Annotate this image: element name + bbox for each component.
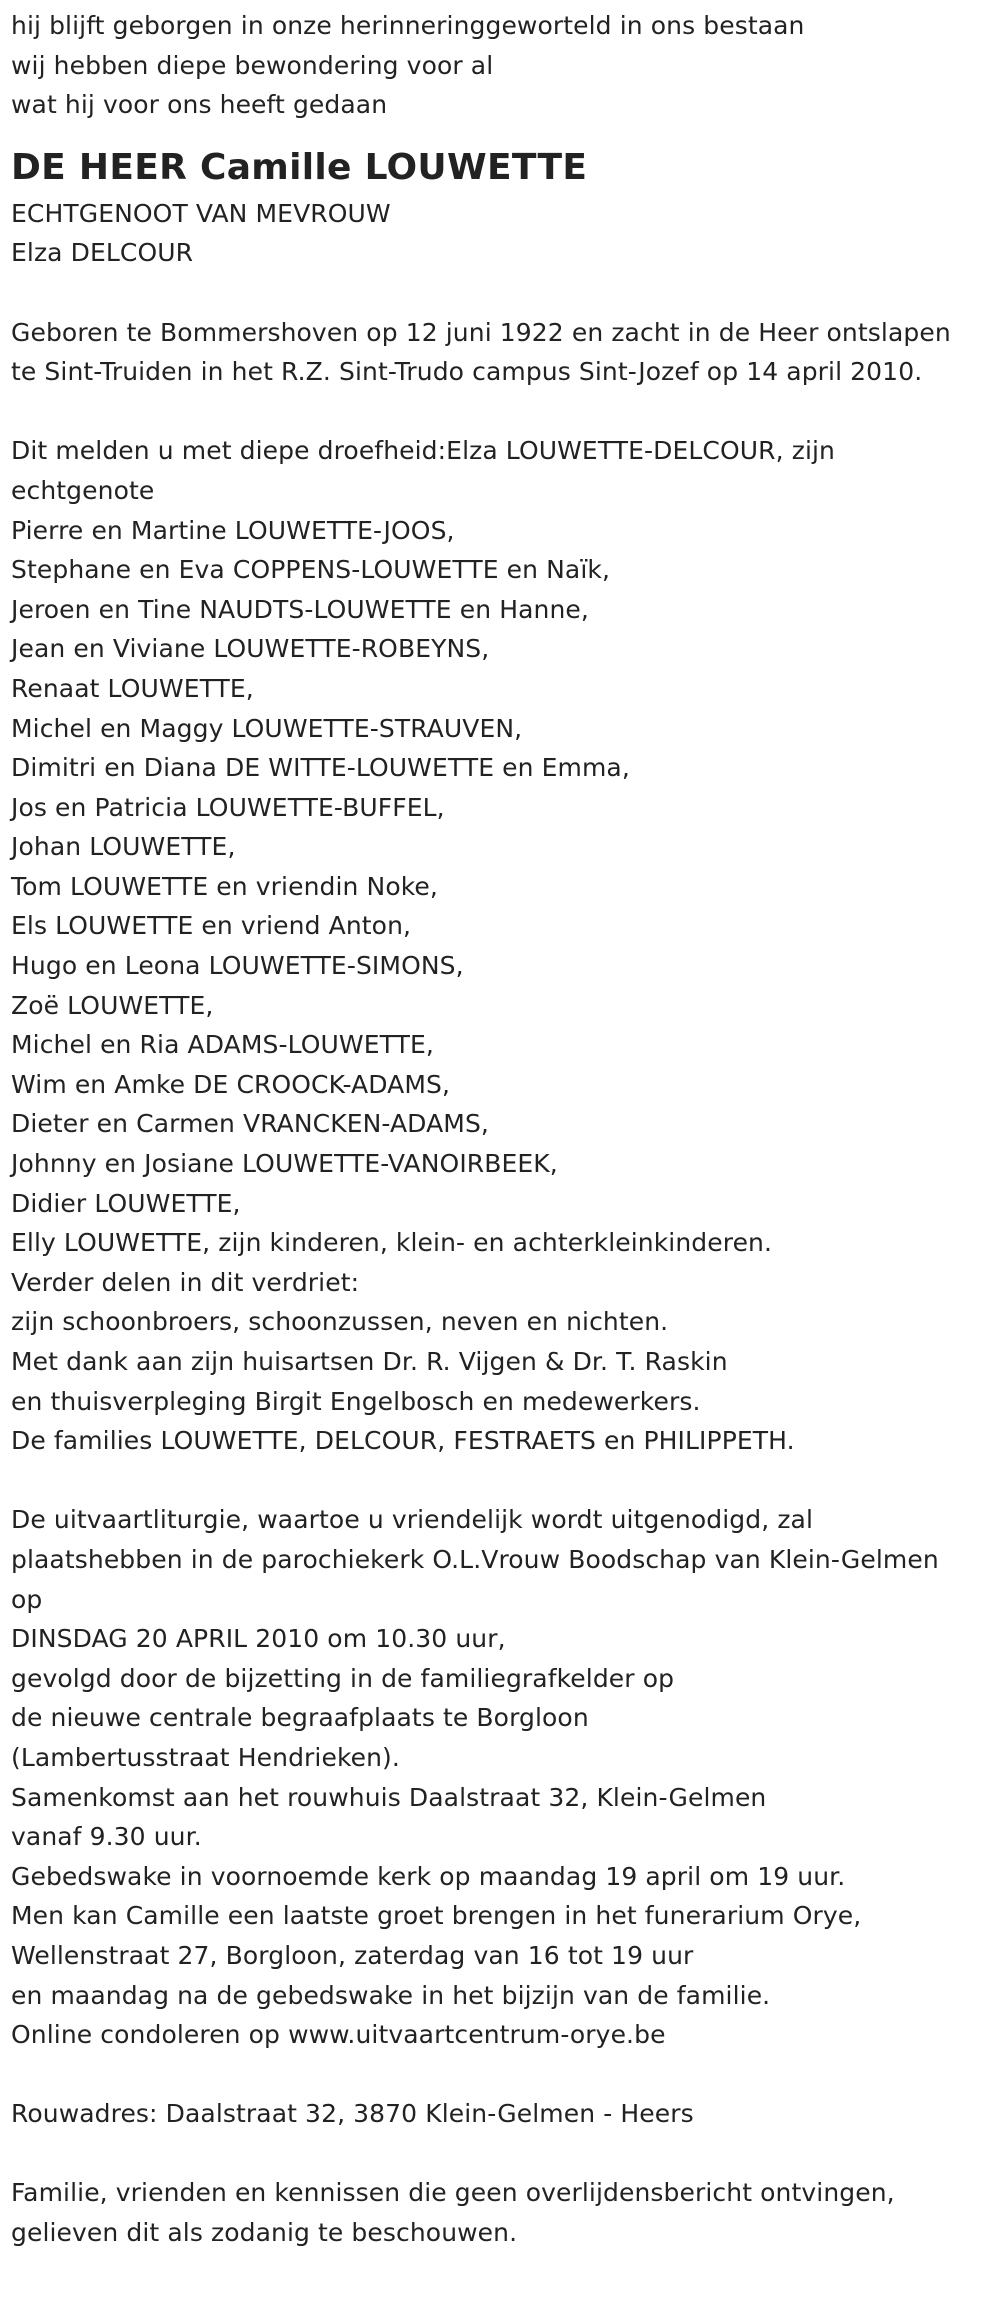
- spacer: [11, 2134, 991, 2174]
- mourner-line: Stephane en Eva COPPENS-LOUWETTE en Naïk,: [11, 555, 610, 585]
- poem-line: hij blijft geborgen in onze herinneringgeworteld in ons bestaan: [11, 11, 805, 40]
- birth-death-line: Geboren te Bommershoven op 12 juni 1922 en zacht in de Heer ontslapen: [11, 317, 951, 347]
- mourner-line: Dit melden u met diepe droefheid:Elza LOUWETTE-DELCOUR, zijn: [11, 436, 835, 466]
- spouse-info: [11, 194, 991, 273]
- mourner-line: Zoë LOUWETTE,: [11, 990, 214, 1020]
- mourner-line: Johan LOUWETTE,: [11, 832, 236, 862]
- spouse-relation: ECHTGENOOT VAN MEVROUW: [11, 198, 391, 228]
- mourner-line: Verder delen in dit verdriet:: [11, 1267, 360, 1297]
- mourner-line: Hugo en Leona LOUWETTE-SIMONS,: [11, 951, 464, 981]
- deceased-name-title: DE HEER Camille LOUWETTE: [11, 146, 588, 188]
- mourner-line: Michel en Maggy LOUWETTE-STRAUVEN,: [11, 713, 523, 743]
- spacer: [11, 392, 991, 432]
- mourner-line: Jeroen en Tine NAUDTS-LOUWETTE en Hanne,: [11, 594, 589, 624]
- funeral-line: de nieuwe centrale begraafplaats te Borgloon: [11, 1703, 589, 1733]
- mourner-line: Pierre en Martine LOUWETTE-JOOS,: [11, 515, 455, 545]
- mourner-line: Didier LOUWETTE,: [11, 1188, 241, 1218]
- mourner-line: Renaat LOUWETTE,: [11, 673, 254, 703]
- poem-line: wij hebben diepe bewondering voor al: [11, 50, 494, 80]
- funeral-line: De uitvaartliturgie, waartoe u vriendelijk wordt uitgenodigd, zal: [11, 1505, 814, 1535]
- closing-note: [11, 2173, 991, 2252]
- spacer: [11, 273, 991, 313]
- funeral-line: Online condoleren op www.uitvaartcentrum-orye.be: [11, 2020, 666, 2050]
- funeral-line: vanaf 9.30 uur.: [11, 1822, 202, 1852]
- birth-death-info: [11, 313, 991, 392]
- mourning-address: Rouwadres: Daalstraat 32, 3870 Klein-Gelmen - Heers: [11, 2099, 694, 2129]
- poem: [11, 6, 991, 125]
- mourner-line: en thuisverpleging Birgit Engelbosch en medewerkers.: [11, 1386, 701, 1416]
- poem-line: wat hij voor ons heeft gedaan: [11, 90, 388, 120]
- closing-line: gelieven dit als zodanig te beschouwen.: [11, 2218, 518, 2248]
- spacer: [11, 1461, 991, 1501]
- mourner-line: Dieter en Carmen VRANCKEN-ADAMS,: [11, 1109, 489, 1139]
- mourner-line: Tom LOUWETTE en vriendin Noke,: [11, 871, 438, 901]
- mourner-line: zijn schoonbroers, schoonzussen, neven en nichten.: [11, 1307, 669, 1337]
- birth-death-line: te Sint-Truiden in het R.Z. Sint-Trudo campus Sint-Jozef op 14 april 2010.: [11, 357, 923, 387]
- spouse-name: Elza DELCOUR: [11, 238, 194, 268]
- funeral-line: (Lambertusstraat Hendrieken).: [11, 1742, 400, 1772]
- mourners-list: [11, 431, 991, 1460]
- mourner-line: Elly LOUWETTE, zijn kinderen, klein- en achterkleinkinderen.: [11, 1228, 773, 1258]
- funeral-line: Men kan Camille een laatste groet brengen in het funerarium Orye,: [11, 1901, 862, 1931]
- mourner-line: Johnny en Josiane LOUWETTE-VANOIRBEEK,: [11, 1149, 558, 1179]
- funeral-line: Samenkomst aan het rouwhuis Daalstraat 32, Klein-Gelmen: [11, 1782, 767, 1812]
- spacer: [11, 2055, 991, 2095]
- funeral-details: [11, 1500, 991, 2054]
- mourner-line: Els LOUWETTE en vriend Anton,: [11, 911, 412, 941]
- mourner-line: De families LOUWETTE, DELCOUR, FESTRAETS en PHILIPPETH.: [11, 1426, 795, 1456]
- closing-line: Familie, vrienden en kennissen die geen overlijdensbericht ontvingen,: [11, 2178, 895, 2208]
- funeral-line: Wellenstraat 27, Borgloon, zaterdag van 16 tot 19 uur: [11, 1940, 694, 1970]
- mourner-line: Dimitri en Diana DE WITTE-LOUWETTE en Emma,: [11, 753, 630, 783]
- mourner-line: echtgenote: [11, 475, 155, 505]
- mourner-line: Met dank aan zijn huisartsen Dr. R. Vijgen & Dr. T. Raskin: [11, 1347, 728, 1376]
- funeral-line: gevolgd door de bijzetting in de familiegrafkelder op: [11, 1663, 675, 1693]
- mourner-line: Jean en Viviane LOUWETTE-ROBEYNS,: [11, 634, 490, 664]
- funeral-line: plaatshebben in de parochiekerk O.L.Vrouw Boodschap van Klein-Gelmen: [11, 1544, 939, 1574]
- mourner-line: Michel en Ria ADAMS-LOUWETTE,: [11, 1030, 434, 1060]
- obituary-notice: [11, 6, 991, 2253]
- funeral-line: Gebedswake in voornoemde kerk op maandag 19 april om 19 uur.: [11, 1861, 846, 1891]
- mourner-line: Jos en Patricia LOUWETTE-BUFFEL,: [11, 792, 445, 822]
- funeral-line: en maandag na de gebedswake in het bijzijn van de familie.: [11, 1980, 771, 2010]
- funeral-line: op: [11, 1584, 43, 1614]
- funeral-line: DINSDAG 20 APRIL 2010 om 10.30 uur,: [11, 1624, 506, 1654]
- mourner-line: Wim en Amke DE CROOCK-ADAMS,: [11, 1069, 451, 1099]
